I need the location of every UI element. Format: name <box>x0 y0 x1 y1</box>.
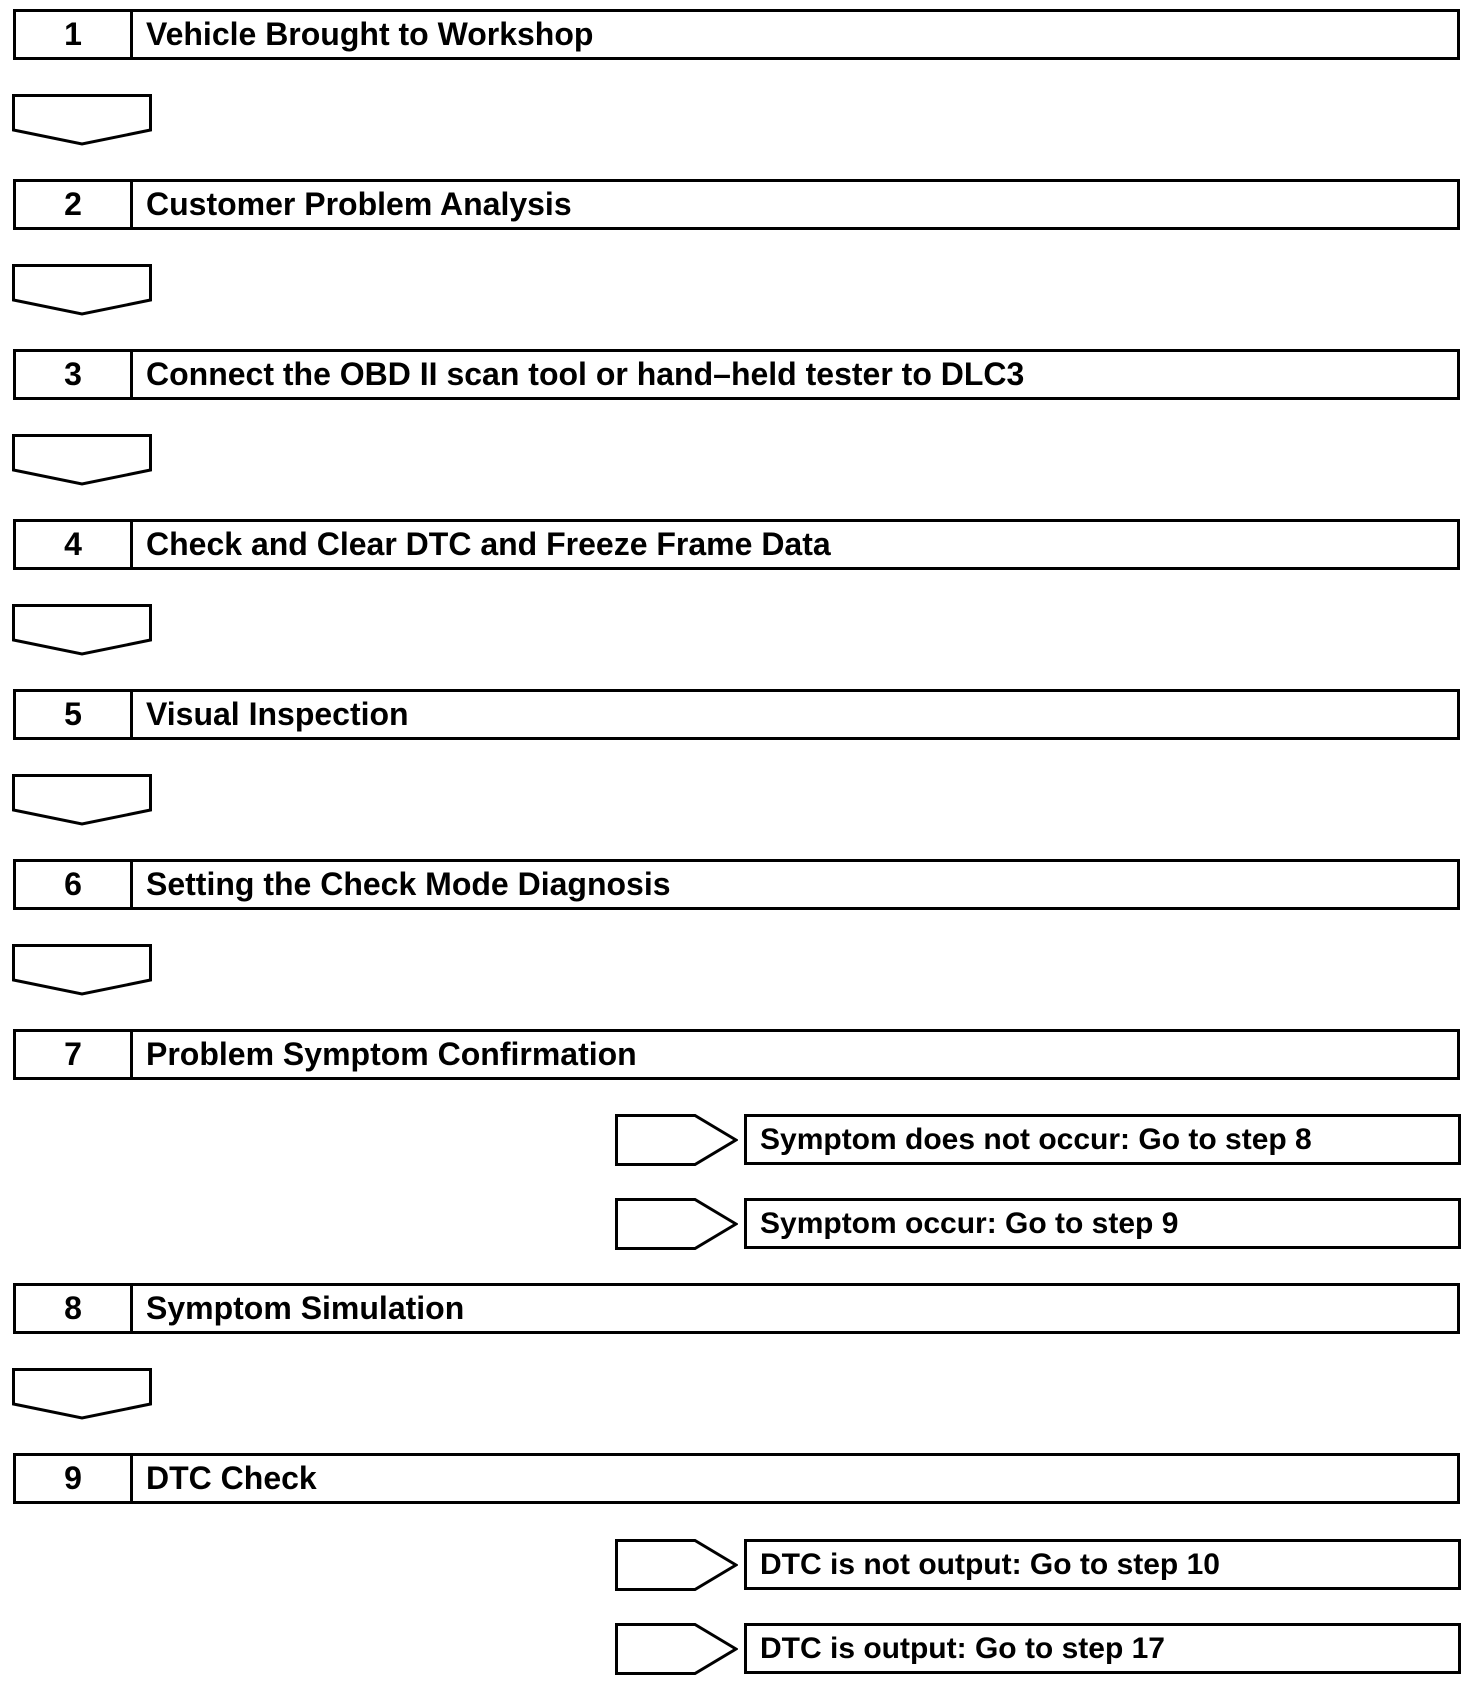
step-number: 8 <box>16 1286 133 1331</box>
step-9-box <box>13 1453 1460 1504</box>
step-label: Vehicle Brought to Workshop <box>146 16 594 52</box>
down-arrow-icon <box>12 604 152 656</box>
down-arrow-icon <box>12 1368 152 1420</box>
step-number: 6 <box>16 862 133 907</box>
step-number: 2 <box>16 182 133 227</box>
step-label: Check and Clear DTC and Freeze Frame Data <box>146 526 831 562</box>
step-label: DTC Check <box>146 1460 317 1496</box>
step-label: Problem Symptom Confirmation <box>146 1036 637 1072</box>
step-number: 9 <box>16 1456 133 1501</box>
step-3-box <box>13 349 1460 400</box>
step-label: Visual Inspection <box>146 696 409 732</box>
branch-symptom-not-occur: Symptom does not occur: Go to step 8 <box>744 1114 1461 1165</box>
step-number: 5 <box>16 692 133 737</box>
right-arrow-icon <box>615 1539 738 1591</box>
step-2-box <box>13 179 1460 230</box>
step-5-box <box>13 689 1460 740</box>
step-4-box <box>13 519 1460 570</box>
right-arrow-icon <box>615 1114 738 1166</box>
step-number: 4 <box>16 522 133 567</box>
step-7-box <box>13 1029 1460 1080</box>
right-arrow-icon <box>615 1623 738 1675</box>
step-number: 1 <box>16 12 133 57</box>
down-arrow-icon <box>12 944 152 996</box>
branch-dtc-output: DTC is output: Go to step 17 <box>744 1623 1461 1674</box>
step-6-box <box>13 859 1460 910</box>
branch-dtc-not-output: DTC is not output: Go to step 10 <box>744 1539 1461 1590</box>
step-label: Connect the OBD II scan tool or hand–held tester to DLC3 <box>146 356 1025 392</box>
down-arrow-icon <box>12 434 152 486</box>
branch-symptom-occur: Symptom occur: Go to step 9 <box>744 1198 1461 1249</box>
step-8-box <box>13 1283 1460 1334</box>
down-arrow-icon <box>12 94 152 146</box>
step-1-box <box>13 9 1460 60</box>
step-label: Symptom Simulation <box>146 1290 465 1326</box>
down-arrow-icon <box>12 264 152 316</box>
step-number: 7 <box>16 1032 133 1077</box>
down-arrow-icon <box>12 774 152 826</box>
step-label: Customer Problem Analysis <box>146 186 572 222</box>
right-arrow-icon <box>615 1198 738 1250</box>
step-number: 3 <box>16 352 133 397</box>
step-label: Setting the Check Mode Diagnosis <box>146 866 671 902</box>
